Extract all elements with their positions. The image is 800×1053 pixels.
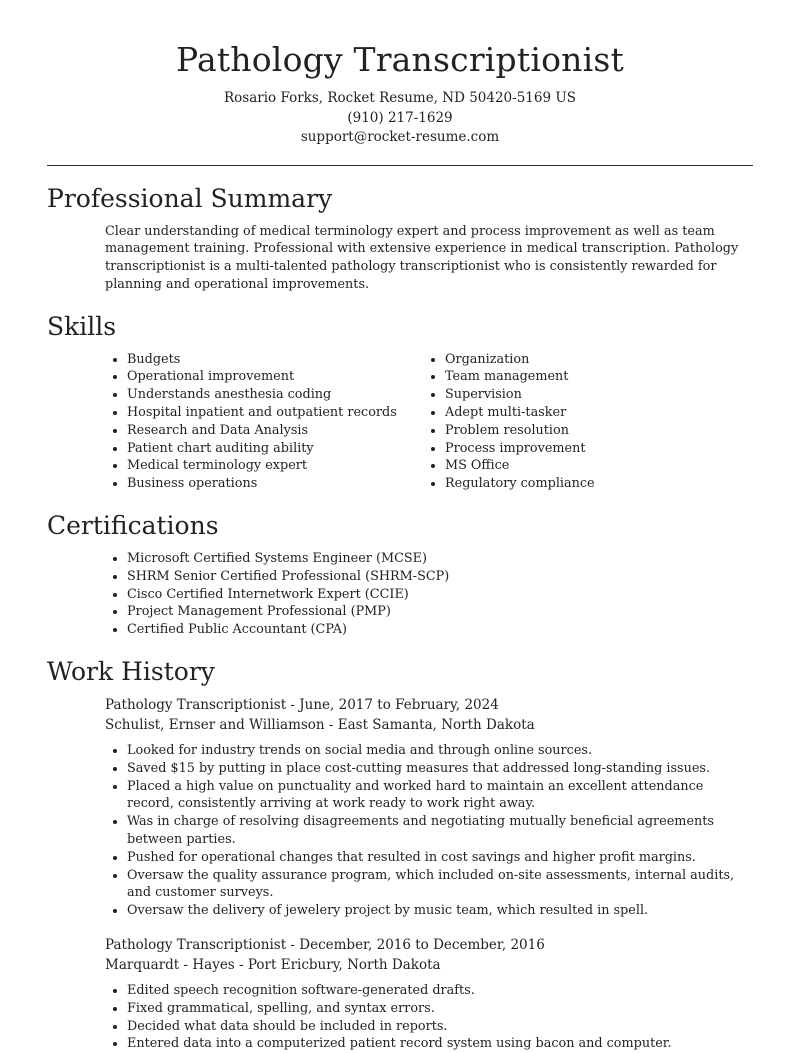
job-bullet: • Fixed grammatical, spelling, and syntax errors.: [127, 1000, 753, 1018]
job-bullet: • Looked for industry trends on social media and through online sources.: [127, 742, 753, 760]
summary-title: Professional Summary: [47, 183, 333, 213]
certification-item: • Certified Public Accountant (CPA): [127, 621, 753, 639]
skill-item: • Team management: [445, 368, 741, 386]
summary-section: [47, 184, 753, 294]
skills-section: [47, 312, 753, 493]
summary-text: Clear understanding of medical terminology expert and process improvement as well as team management training. Professional with extensive experience in medical transcription. Pathology transcriptionist is a multi-talented pathology transcriptionist who is consistently rewarded for planning and operational improvements.: [105, 223, 739, 292]
job-bullets: [105, 742, 753, 920]
job-entry: [105, 696, 753, 920]
contact-phone: (910) 217-1629: [347, 109, 453, 126]
contact-address: Rosario Forks, Rocket Resume, ND 50420-5169 US: [224, 90, 576, 106]
job-entry: [105, 936, 753, 1053]
job-bullet: • Pushed for operational changes that resulted in cost savings and higher profit margins.: [127, 849, 753, 867]
skill-item: • Problem resolution: [445, 422, 741, 440]
job-bullet: • Oversaw the delivery of jewelery project by music team, which resulted in spell.: [127, 902, 753, 920]
skill-item: • Adept multi-tasker: [445, 404, 741, 422]
certification-item: • Project Management Professional (PMP): [127, 603, 753, 621]
job-role-dates: Pathology Transcriptionist - June, 2017 to February, 2024: [105, 697, 499, 714]
certifications-title: Certifications: [47, 511, 219, 541]
job-bullet: • Decided what data should be included in reports.: [127, 1018, 753, 1036]
skills-list-right: [423, 351, 741, 493]
job-bullet: • Edited speech recognition software-generated drafts.: [127, 982, 753, 1000]
skill-item: • Business operations: [127, 475, 423, 493]
job-bullets: [105, 982, 753, 1053]
job-bullet: • Entered data into a computerized patient record system using bacon and computer.: [127, 1035, 753, 1053]
skill-item: • Hospital inpatient and outpatient records: [127, 404, 423, 422]
resume-header: [0, 0, 800, 148]
skill-item: • Budgets: [127, 351, 423, 369]
certification-item: • Cisco Certified Internetwork Expert (CCIE): [127, 586, 753, 604]
skill-item: • Patient chart auditing ability: [127, 440, 423, 458]
skills-grid: [105, 351, 753, 493]
certifications-section: [47, 511, 753, 639]
contact-email: support@rocket-resume.com: [300, 129, 500, 145]
skill-item: • Medical terminology expert: [127, 457, 423, 475]
skill-item: • Operational improvement: [127, 368, 423, 386]
skill-item: • Understands anesthesia coding: [127, 386, 423, 404]
header-divider: [47, 165, 753, 166]
work-history-section: [47, 657, 753, 1053]
job-role-dates: Pathology Transcriptionist - December, 2016 to December, 2016: [105, 937, 545, 954]
job-company-location: Schulist, Ernser and Williamson - East Samanta, North Dakota: [105, 716, 535, 733]
skill-item: • Organization: [445, 351, 741, 369]
skill-item: • Process improvement: [445, 440, 741, 458]
resume-name: Pathology Transcriptionist: [176, 40, 624, 79]
job-bullet: • Saved $15 by putting in place cost-cutting measures that addressed long-standing issues.: [127, 760, 753, 778]
skill-item: • MS Office: [445, 457, 741, 475]
work-history-title: Work History: [47, 657, 215, 687]
job-bullet: • Was in charge of resolving disagreements and negotiating mutually beneficial agreements between parties.: [127, 813, 753, 849]
skills-list-left: [105, 351, 423, 493]
job-bullet: • Oversaw the quality assurance program, which included on-site assessments, internal audits, and customer surveys.: [127, 867, 753, 903]
skill-item: • Regulatory compliance: [445, 475, 741, 493]
certification-item: • SHRM Senior Certified Professional (SHRM-SCP): [127, 568, 753, 586]
certifications-list: [105, 550, 753, 639]
job-bullet: • Placed a high value on punctuality and worked hard to maintain an excellent attendance record, consistently arriving at work ready to work right away.: [127, 778, 753, 814]
job-company-location: Marquardt - Hayes - Port Ericbury, North Dakota: [105, 956, 441, 973]
skills-title: Skills: [47, 311, 117, 341]
skill-item: • Research and Data Analysis: [127, 422, 423, 440]
certification-item: • Microsoft Certified Systems Engineer (MCSE): [127, 550, 753, 568]
skill-item: • Supervision: [445, 386, 741, 404]
